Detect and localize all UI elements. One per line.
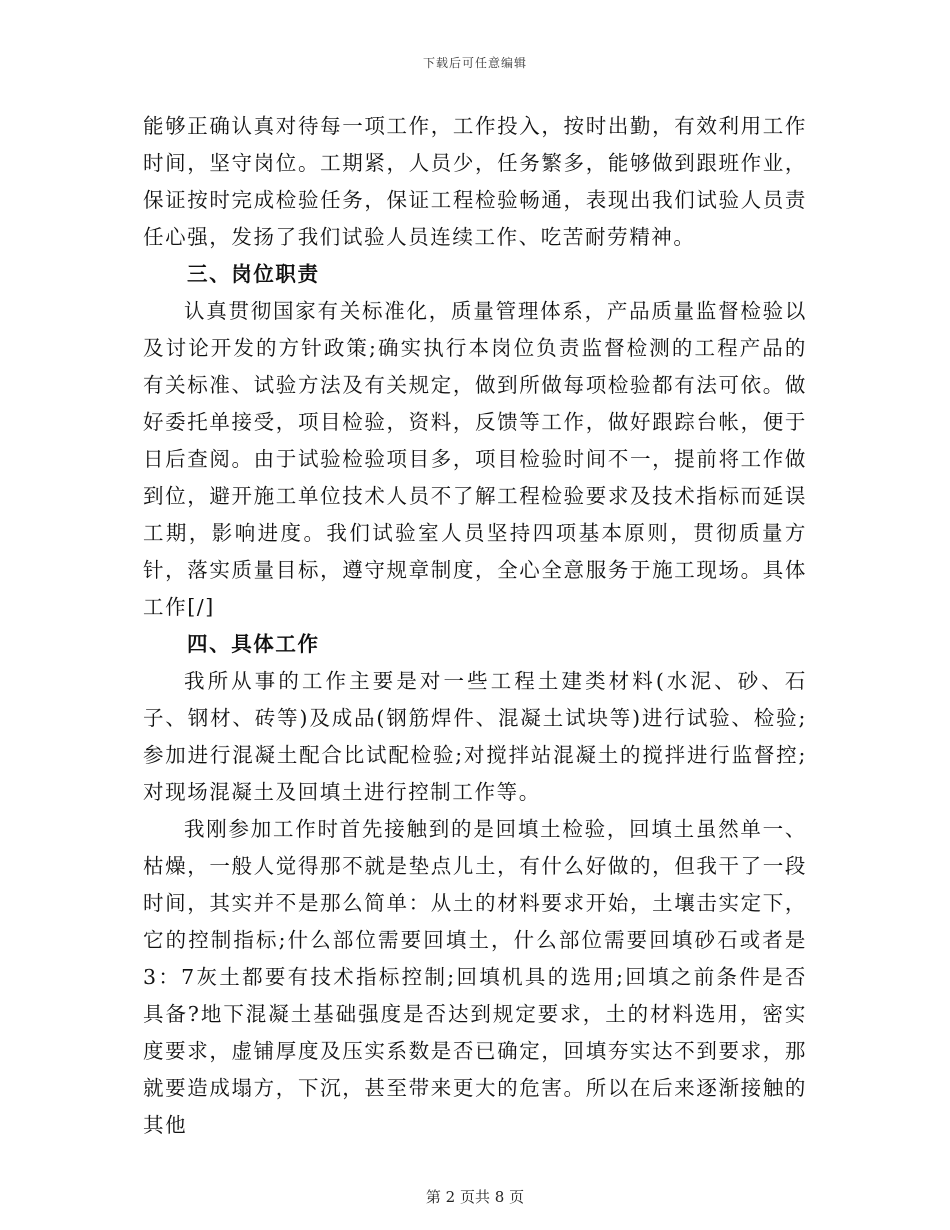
section-heading-specific-work: 四、具体工作 xyxy=(187,632,320,656)
paragraph-job-duties: 认真贯彻国家有关标准化，质量管理体系，产品质量监督检验以及讨论开发的方针政策;确实执行本岗位负责监督检测的工程产品的有关标准、试验方法及有关规定，做到所做每项检验都有法可依。做好委托单接受，项目检验，资料，反馈等工作，做好跟踪台帐，便于日后查阅。由于试验检验项目多，项目检验时间不一，提前将工作做到位，避开施工单位技术人员不了解工程检验要求及技术指标而延误工期，影响进度。我们试验室人员坚持四项基本原则，贯彻质量方针，落实质量目标，遵守规章制度，全心全意服务于施工现场。具体工作[/] xyxy=(143,299,807,619)
paragraph-backfill-inspection: 我刚参加工作时首先接触到的是回填土检验，回填土虽然单一、枯燥，一般人觉得那不就是垫点儿土，有什么好做的，但我干了一段时间，其实并不是那么简单：从土的材料要求开始，土壤击实定下，它的控制指标;什么部位需要回填土，什么部位需要回填砂石或者是3：7灰土都要有技术指标控制;回填机具的选用;回填之前条件是否具备?地下混凝土基础强度是否达到规定要求，土的材料选用，密实度要求，虚铺厚度及压实系数是否已确定，回填夯实达不到要求，那就要造成塌方，下沉，甚至带来更大的危害。所以在后来逐渐接触的其他 xyxy=(143,817,807,1137)
document-body xyxy=(143,108,807,1144)
paragraph-specific-work: 我所从事的工作主要是对一些工程土建类材料(水泥、砂、石子、钢材、砖等)及成品(钢筋焊件、混凝土试块等)进行试验、检验;参加进行混凝土配合比试配检验;对搅拌站混凝土的搅拌进行监督控;对现场混凝土及回填土进行控制工作等。 xyxy=(143,669,807,804)
page-header: 下载后可任意编辑 xyxy=(422,56,527,70)
section-heading-job-duties: 三、岗位职责 xyxy=(187,262,320,286)
paragraph-work-attitude: 能够正确认真对待每一项工作，工作投入，按时出勤，有效利用工作时间，坚守岗位。工期紧，人员少，任务繁多，能够做到跟班作业，保证按时完成检验任务，保证工程检验畅通，表现出我们试验人员责任心强，发扬了我们试验人员连续工作、吃苦耐劳精神。 xyxy=(143,114,807,249)
page-footer: 第 2 页共 8 页 xyxy=(425,1188,525,1206)
